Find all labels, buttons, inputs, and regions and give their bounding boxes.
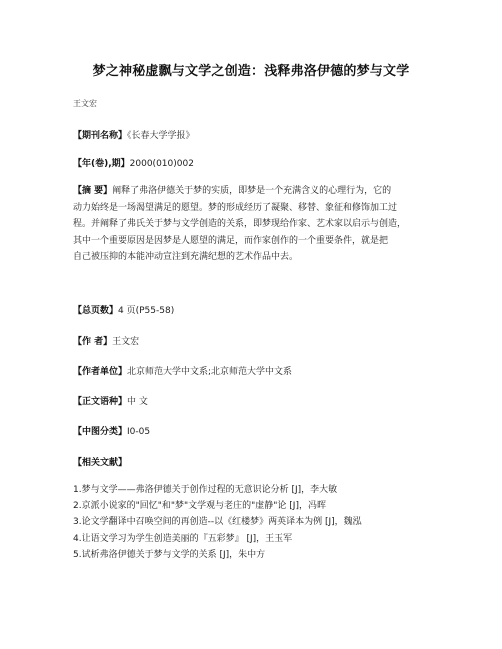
- author-value: 王文宏: [112, 337, 140, 347]
- related-heading: [73, 455, 127, 468]
- reference-item[interactable]: 2.京派小说家的"回忆"和"梦"文学观与老庄的"虚静"论 [J]，冯晖: [73, 501, 326, 512]
- pages-value: 4 页(P55-58): [118, 306, 175, 316]
- author-label: 【作 者】: [73, 337, 113, 347]
- year-issue-value: 2000(010)002: [129, 159, 194, 169]
- language-label: 【正文语种】: [73, 397, 128, 407]
- reference-item[interactable]: 4.让语文学习为学生创造美丽的『五彩梦』 [J]，王玉军: [73, 533, 293, 544]
- reference-item[interactable]: 5.试析弗洛伊德关于梦与文学的关系 [J]，朱中方: [73, 549, 266, 560]
- journal-value: 《长春大学学报》: [127, 131, 195, 141]
- journal-label: 【期刊名称】: [73, 131, 128, 141]
- journal-field: [73, 128, 195, 141]
- author-field: [73, 334, 139, 347]
- pages-label: 【总页数】: [73, 306, 119, 316]
- pages-field: [73, 303, 174, 316]
- affiliation-field: [73, 364, 292, 377]
- language-value: 中 文: [127, 397, 148, 407]
- abstract-label: 【摘 要】: [73, 186, 113, 196]
- language-field: [73, 394, 148, 407]
- reference-item[interactable]: 1.梦与文学——弗洛伊德关于创作过程的无意识论分析 [J]，李大敏: [73, 485, 338, 495]
- author-byline: 王文宏: [73, 99, 97, 108]
- clc-field: [73, 424, 150, 437]
- affiliation-value: 北京师范大学中文系;北京师范大学中文系: [127, 367, 293, 377]
- document-title: 梦之神秘虚飘与文学之创造：浅释弗洛伊德的梦与文学: [92, 64, 410, 79]
- affiliation-label: 【作者单位】: [73, 367, 128, 377]
- reference-item[interactable]: 3.论文学翻译中召唤空间的再创造--以《红楼梦》两英译本为例 [J]，魏泓: [73, 517, 362, 528]
- clc-value: I0-05: [127, 427, 151, 437]
- abstract-line: 动力始终是一场渴望满足的愿望。梦的形成经历了凝聚、移替、象征和修饰加工过: [73, 202, 398, 213]
- abstract-line: 程。并阐释了弗氏关于梦与文学创造的关系，即梦现给作家、艺术家以启示与创造，: [73, 219, 407, 229]
- year-issue-label: 【年(卷),期】: [73, 159, 130, 169]
- reference-list: [73, 482, 362, 563]
- abstract-block: [73, 183, 433, 266]
- abstract-line: 自己被压抑的本能冲动宣注到充满纪想的艺术作品中去。: [73, 252, 299, 262]
- year-issue-field: [73, 156, 194, 169]
- clc-label: 【中图分类】: [73, 427, 128, 437]
- related-label: 【相关文献】: [73, 458, 128, 468]
- abstract-line: 其中一个重要原因是因梦是人愿望的满足，而作家创作的一个重要条件，就是把: [73, 235, 389, 246]
- abstract-line: 【摘 要】阐释了弗洛伊德关于梦的实质，即梦是一个充满含义的心理行为，它的: [73, 186, 392, 196]
